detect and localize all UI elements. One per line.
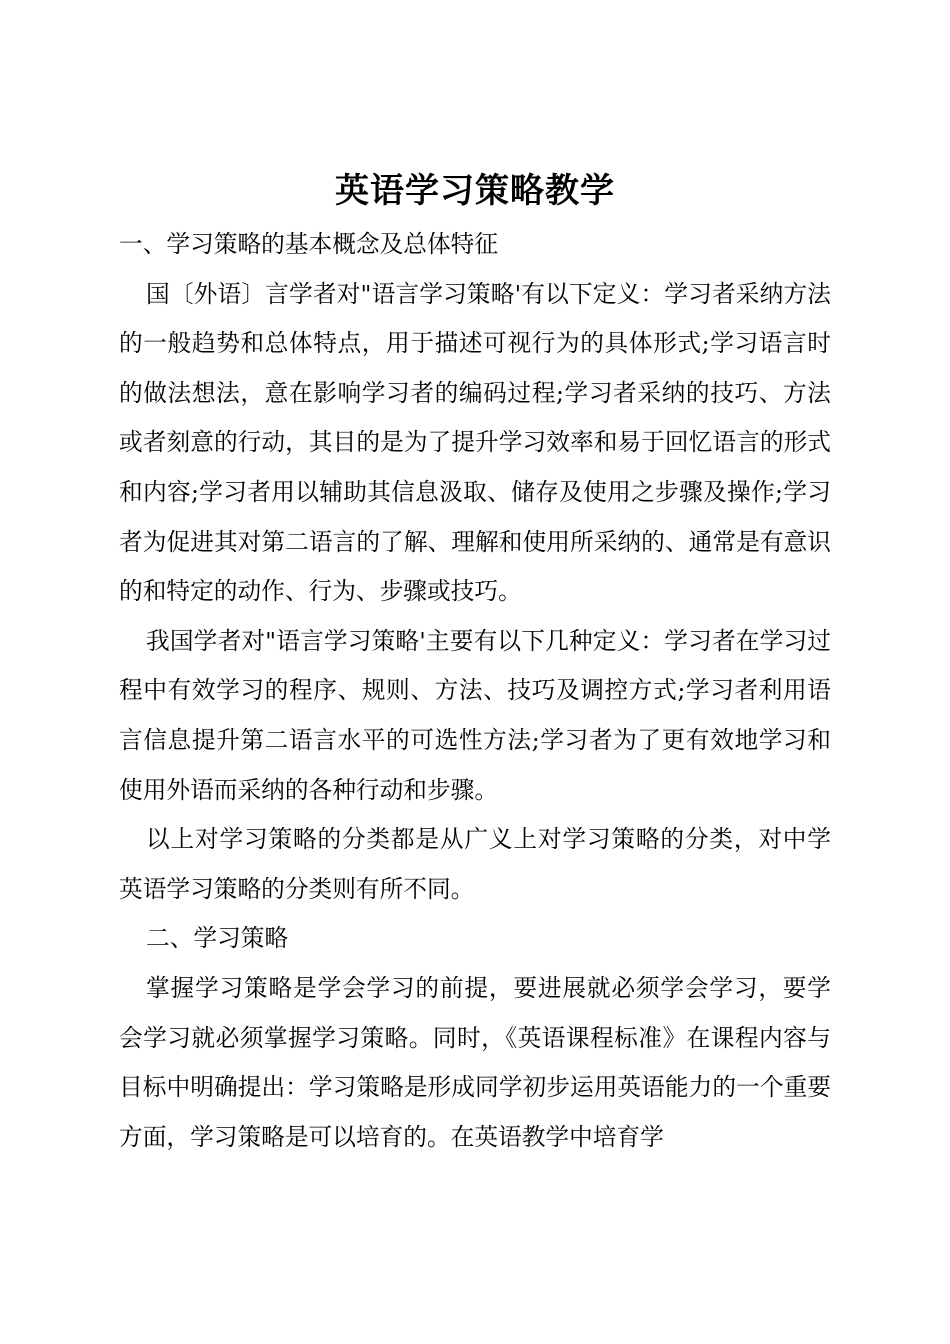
- document-title: 英语学习策略教学: [335, 170, 615, 211]
- paragraph-importance: 掌握学习策略是学会学习的前提，要进展就必须学会学习，要学会学习就必须掌握学习策略。同时，《英语课程标准》在课程内容与目标中明确提出：学习策略是形成同学初步运用英语能力的一个重要方面，学习策略是可以培育的。在英语教学中培育学: [119, 973, 831, 1151]
- paragraph-classification: 以上对学习策略的分类都是从广义上对学习策略的分类，对中学英语学习策略的分类则有所不同。: [119, 825, 831, 903]
- paragraph-foreign-definitions: 国〔外语〕言学者对"语言学习策略'有以下定义：学习者采纳方法的一般趋势和总体特点，用于描述可视行为的具体形式;学习语言时的做法想法，意在影响学习者的编码过程;学习者采纳的技巧、方法或者刻意的行动，其目的是为了提升学习效率和易于回忆语言的形式和内容;学习者用以辅助其信息汲取、储存及使用之步骤及操作;学习者为促进其对第二语言的了解、理解和使用所采纳的、通常是有意识的和特定的动作、行为、步骤或技巧。: [119, 279, 831, 606]
- paragraph-domestic-definitions: 我国学者对"语言学习策略'主要有以下几种定义：学习者在学习过程中有效学习的程序、规则、方法、技巧及调控方式;学习者利用语言信息提升第二语言水平的可选性方法;学习者为了更有效地学习和使用外语而采纳的各种行动和步骤。: [119, 626, 831, 804]
- document-body: [119, 220, 831, 1162]
- section-heading-1: 一、学习策略的基本概念及总体特征: [119, 230, 499, 258]
- section-heading-2: 二、学习策略: [146, 924, 289, 953]
